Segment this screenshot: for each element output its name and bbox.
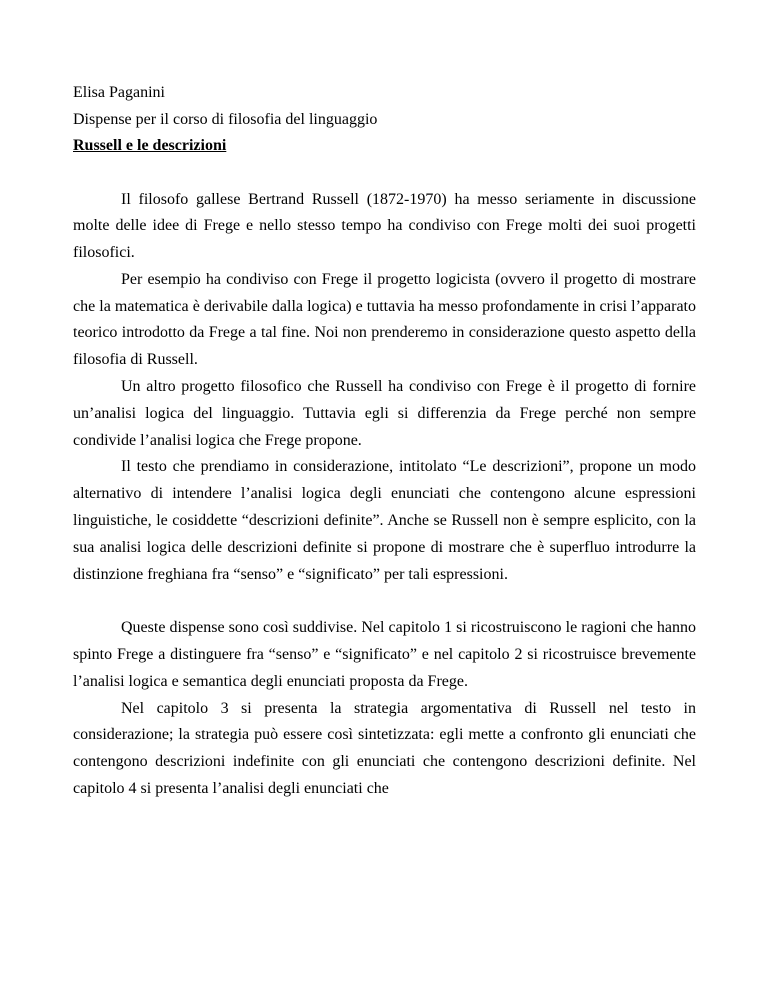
paragraph-3: Un altro progetto filosofico che Russell ha condiviso con Frege è il progetto di fornire un’analisi logica del linguaggio. Tuttavia egli si differenzia da Frege perché non sempre condivide l’analisi logica che Frege propone. (73, 378, 696, 449)
document-header (73, 83, 696, 156)
course-subtitle: Dispense per il corso di filosofia del linguaggio (73, 110, 378, 128)
paragraph-6: Nel capitolo 3 si presenta la strategia argomentativa di Russell nel testo in considerazione; la strategia può essere così sintetizzata: egli mette a confronto gli enunciati che contengono descrizioni indefinite con gli enunciati che contengono descrizioni definite. Nel capitolo 4 si presenta l’analisi degli enunciati che (73, 699, 696, 798)
paragraph-1: Il filosofo gallese Bertrand Russell (1872-1970) ha messo seriamente in discussione molte delle idee di Frege e nello stesso tempo ha condiviso con Frege molti dei suoi progetti filosofici. (73, 190, 696, 262)
document-title: Russell e le descrizioni (73, 137, 227, 154)
paragraph-4: Il testo che prendiamo in considerazione, intitolato “Le descrizioni”, propone un modo alternativo di intendere l’analisi logica degli enunciati che contengono alcune espressioni linguistiche, le cosiddette “descrizioni definite”. Anche se Russell non è sempre esplicito, con la sua analisi logica delle descrizioni definite si propone di mostrare che è superfluo introdurre la distinzione freghiana fra “senso” e “significato” per tali espressioni. (73, 458, 696, 583)
document-page (73, 83, 696, 803)
author-name: Elisa Paganini (73, 84, 165, 101)
paragraph-2: Per esempio ha condiviso con Frege il progetto logicista (ovvero il progetto di mostrare che la matematica è derivabile dalla logica) e tuttavia ha messo profondamente in crisi l’apparato teorico introdotto da Frege a tal fine. Noi non prenderemo in considerazione questo aspetto della filosofia di Russell. (73, 270, 696, 369)
spacer (73, 163, 696, 187)
paragraph-5: Queste dispense sono così suddivise. Nel capitolo 1 si ricostruiscono le ragioni che hanno spinto Frege a distinguere fra “senso” e “significato” e nel capitolo 2 si ricostruisce brevemente l’analisi logica e semantica degli enunciati proposta da Frege. (73, 619, 696, 690)
spacer (73, 588, 696, 615)
